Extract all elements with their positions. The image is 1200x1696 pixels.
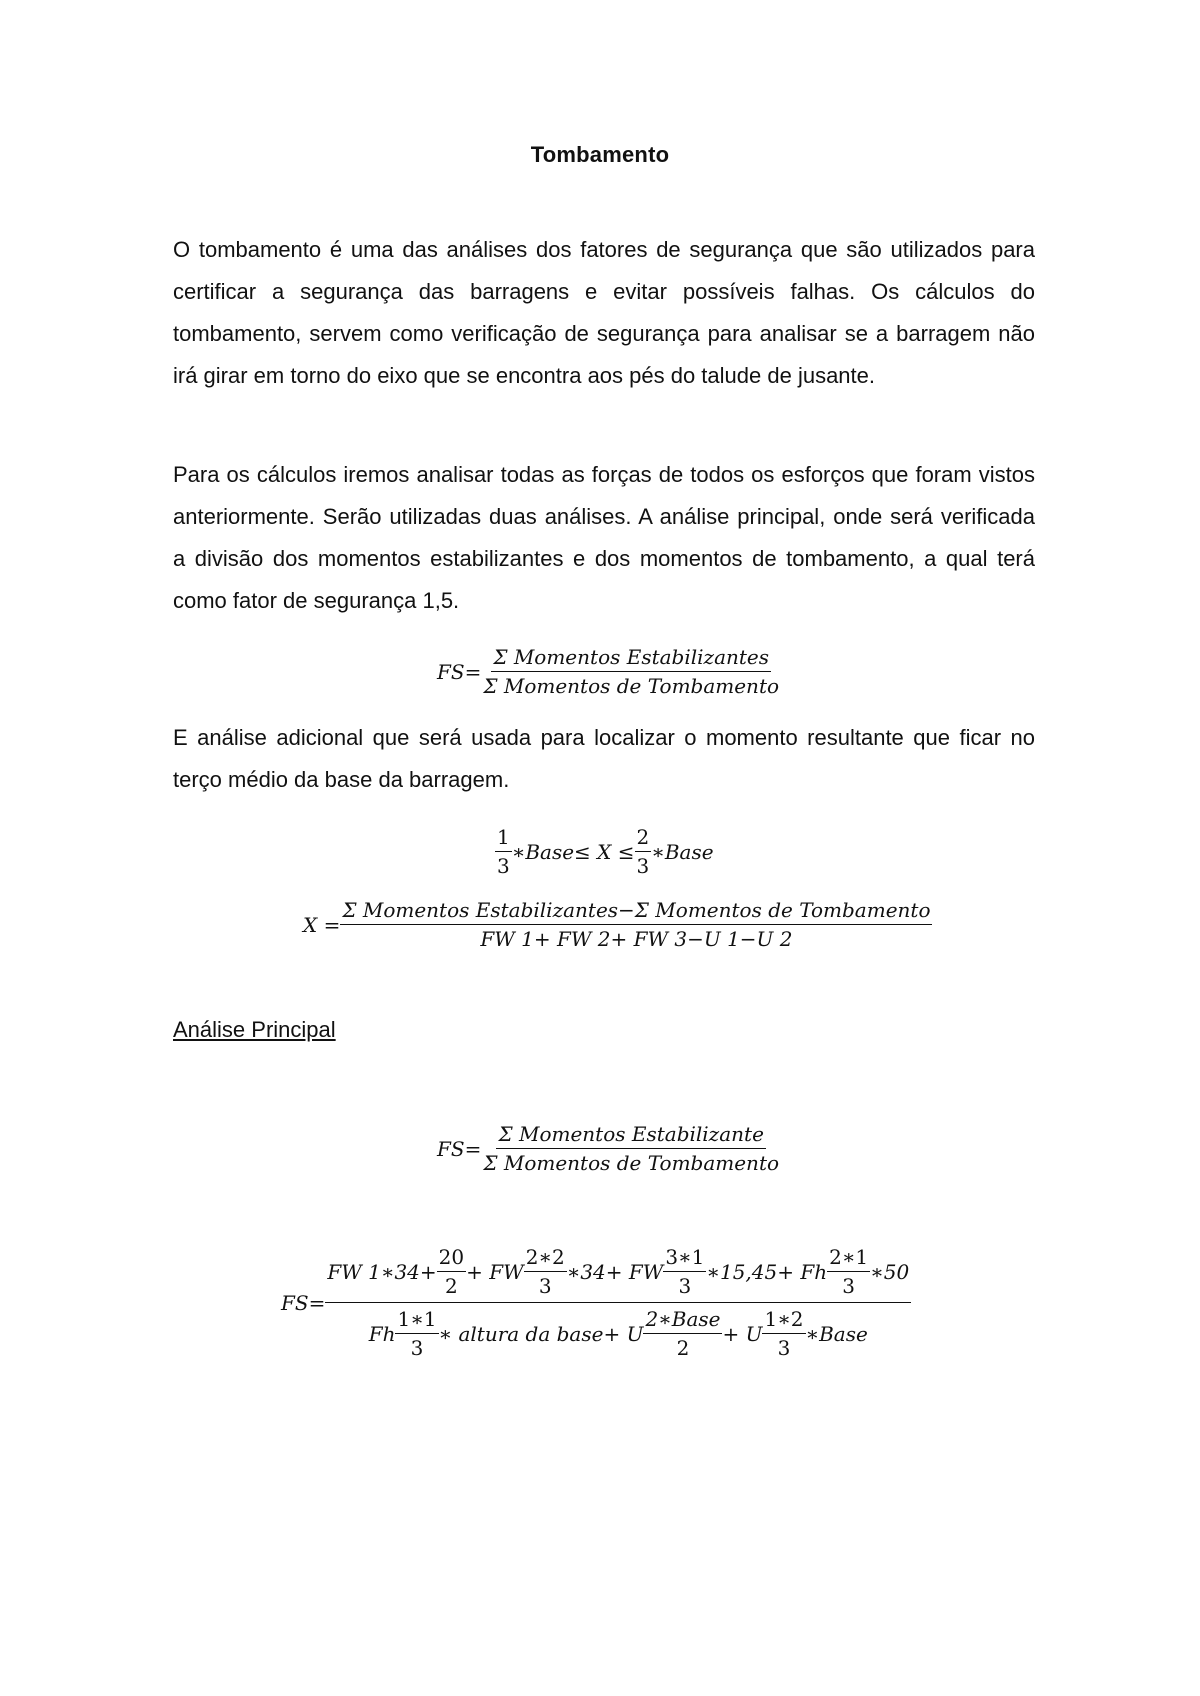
eq5-num-f2-den: 3 [538, 1274, 552, 1298]
eq4-denominator: Σ Momentos de Tombamento [483, 1151, 780, 1175]
eq2-middle: ∗Base≤ X ≤ [511, 839, 635, 864]
eq5-num-f4-num: 2∗1 [827, 1245, 870, 1272]
eq5-den-term-b: ∗ altura da base+ U [438, 1321, 644, 1346]
eq1-fraction [481, 645, 781, 698]
eq5-den-f3-num: 1∗2 [762, 1307, 805, 1334]
eq5-den-f2-den: 2 [676, 1336, 690, 1360]
eq5-num-frac-3 [663, 1245, 706, 1298]
eq5-num-term-d: ∗15,45+ Fh [706, 1259, 828, 1284]
eq3-fraction [340, 898, 932, 951]
eq5-den-term-c: + U [722, 1321, 763, 1346]
equation-middle-third [495, 825, 714, 878]
eq5-num-f1-num: 20 [437, 1245, 466, 1272]
section-heading: Análise Principal [173, 1017, 336, 1042]
eq2-fraction-2 [635, 825, 652, 878]
eq1-numerator: Σ Momentos Estabilizantes [491, 645, 771, 672]
eq5-den-f1-den: 3 [410, 1336, 424, 1360]
paragraph-analysis: Para os cálculos iremos analisar todas as forças de todos os esforços que foram vistos anteriormente. Serão utilizadas duas análises. A análise principal, onde será verificada a divisão dos momentos estabilizantes e dos momentos de tombamento, a qual terá como fator de segurança 1,5. [173, 462, 1035, 613]
eq5-num-f4-den: 3 [842, 1274, 855, 1298]
eq2-f2-den: 3 [636, 854, 650, 878]
eq5-num-term-b: + FW [466, 1259, 524, 1284]
eq4-numerator: Σ Momentos Estabilizante [496, 1122, 765, 1149]
eq5-den-f2-num: 2∗Base [643, 1307, 722, 1334]
eq5-num-f1-den: 2 [445, 1274, 458, 1298]
eq5-num-frac-4 [827, 1245, 870, 1298]
eq5-den-term-d: ∗Base [805, 1321, 868, 1346]
eq5-den-frac-3 [762, 1307, 805, 1360]
paragraph-intro: O tombamento é uma das análises dos fatores de segurança que são utilizados para certificar a segurança das barragens e evitar possíveis falhas. Os cálculos do tombamento, servem como verificação de segurança para analisar se a barragem não irá girar em torno do eixo que se encontra aos pés do talude de jusante. [173, 237, 1035, 388]
eq5-num-frac-1 [437, 1245, 466, 1298]
eq3-lhs: X = [303, 912, 341, 937]
eq5-num-f2-num: 2∗2 [524, 1245, 567, 1272]
equation-fs-main [437, 1122, 781, 1175]
eq5-num-term-e: ∗50 [870, 1259, 910, 1284]
equation-fs-expanded [281, 1245, 911, 1360]
eq3-numerator: Σ Momentos Estabilizantes−Σ Momentos de Tombamento [340, 898, 932, 925]
eq5-fraction [325, 1245, 911, 1360]
eq5-num-frac-2 [524, 1245, 567, 1298]
page-title: Tombamento [530, 142, 670, 167]
eq5-numerator [325, 1245, 911, 1303]
eq5-den-f3-den: 3 [777, 1336, 791, 1360]
eq5-num-f3-num: 3∗1 [663, 1245, 706, 1272]
eq5-lhs: FS= [281, 1290, 326, 1315]
eq5-den-frac-1 [395, 1307, 438, 1360]
eq5-den-term-a: Fh [368, 1321, 396, 1346]
eq2-f1-den: 3 [497, 854, 510, 878]
eq2-f1-num: 1 [495, 825, 512, 852]
eq2-f2-num: 2 [635, 825, 652, 852]
eq4-lhs: FS= [437, 1136, 482, 1161]
eq5-num-term-c: ∗34+ FW [566, 1259, 664, 1284]
eq3-denominator: FW 1+ FW 2+ FW 3−U 1−U 2 [480, 927, 793, 951]
eq5-den-frac-2 [643, 1307, 722, 1360]
eq5-num-term-a: FW 1∗34+ [327, 1259, 437, 1284]
eq2-fraction-1 [495, 825, 512, 878]
equation-x-position [303, 898, 932, 951]
eq1-denominator: Σ Momentos de Tombamento [483, 674, 780, 698]
equation-fs-definition [437, 645, 781, 698]
eq2-tail: ∗Base [651, 839, 714, 864]
eq5-num-f3-den: 3 [678, 1274, 692, 1298]
eq5-den-f1-num: 1∗1 [395, 1307, 438, 1334]
eq5-denominator [367, 1303, 870, 1360]
paragraph-additional: E análise adicional que será usada para localizar o momento resultante que ficar no terço médio da base da barragem. [173, 725, 1035, 792]
eq1-lhs: FS= [437, 659, 482, 684]
eq4-fraction [481, 1122, 781, 1175]
